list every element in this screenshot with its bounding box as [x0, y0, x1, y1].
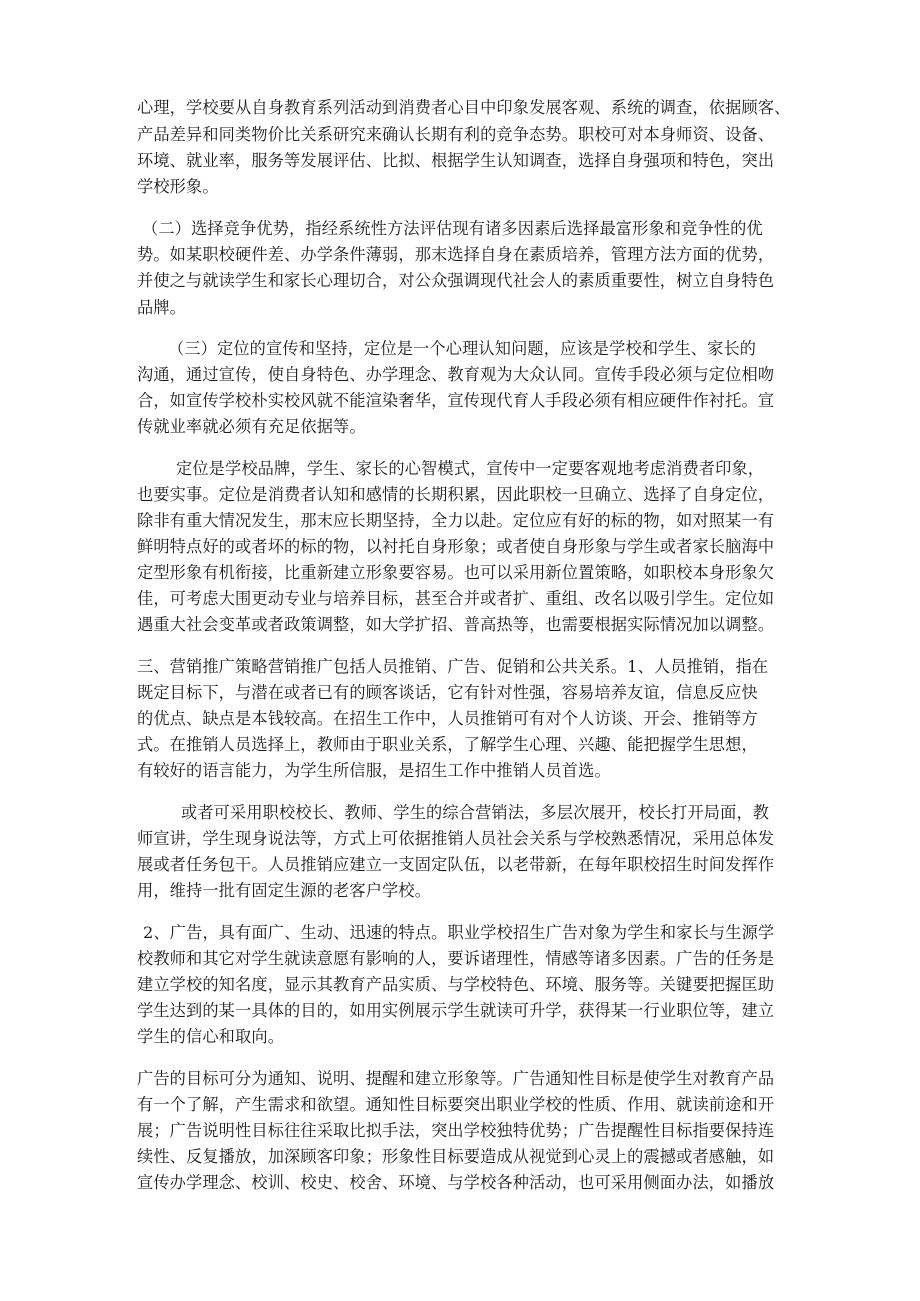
- text-line: 学校形象。: [137, 177, 219, 196]
- text-line: 传就业率就必须有充足依据等。: [137, 417, 366, 436]
- text-line: 定位是学校品牌，学生、家长的心智模式，宣传中一定要客观地考虑消费者印象，: [176, 459, 765, 478]
- text-line: 有一个了解，产生需求和欲望。通知性目标要突出职业学校的性质、作用、就读前途和开: [137, 1095, 775, 1114]
- text-line: 式。在推销人员选择上，教师由于职业关系，了解学生心理、兴趣、能把握学生思想，: [137, 735, 758, 754]
- text-line: 展或者任务包干。人员推销应建立一支固定队伍，以老带新，在每年职校招生时间发挥作: [137, 855, 775, 874]
- text-line: 势。如某职校硬件差、办学条件薄弱，那末选择自身在素质培养，管理方法方面的优势，: [137, 245, 775, 264]
- text-line: 既定目标下，与潜在或者已有的顾客谈话，它有针对性强，容易培养友谊，信息反应快: [137, 683, 758, 702]
- text-line: 建立学校的知名度，显示其教育产品实质、与学校特色、环境、服务等。关键要把握匡助: [137, 975, 775, 994]
- text-line: 遇重大社会变革或者政策调整，如大学扩招、普高热等，也需要根据实际情况加以调整。: [137, 615, 775, 634]
- text-line: 学生达到的某一具体的目的，如用实例展示学生就读可升学，获得某一行业职位等，建立: [137, 1001, 775, 1020]
- text-line: 用，维持一批有固定生源的老客户学校。: [137, 881, 432, 900]
- text-line: 鲜明特点好的或者坏的标的物，以衬托自身形象；或者使自身形象与学生或者家长脑海中: [137, 537, 775, 556]
- text-line: 心理，学校要从自身教育系列活动到消费者心目中印象发展客观、系统的调查，依据顾客、: [137, 98, 791, 117]
- text-line: 佳，可考虑大围更动专业与培养目标，甚至合并或者扩、重组、改名以吸引学生。定位如: [137, 589, 775, 608]
- text-line: 广告的目标可分为通知、说明、提醒和建立形象等。广告通知性目标是使学生对教育产品: [137, 1069, 775, 1088]
- text-line: 师宣讲，学生现身说法等，方式上可依据推销人员社会关系与学校熟悉情况，采用总体发: [137, 829, 775, 848]
- text-line: 续性、反复播放，加深顾客印象；形象性目标要造成从视觉到心灵上的震撼或者感触，如: [137, 1147, 775, 1166]
- text-line: 的优点、缺点是本钱较高。在招生工作中，人员推销可有对个人访谈、开会、推销等方: [137, 709, 758, 728]
- text-line: 环境、就业率，服务等发展评估、比拟、根据学生认知调查，选择自身强项和特色，突出: [137, 151, 775, 170]
- text-line: 2、广告，具有面广、生动、迅速的特点。职业学校招生广告对象为学生和家长与生源学: [143, 923, 775, 942]
- text-line: 或者可采用职校校长、教师、学生的综合营销法，多层次展开，校长打开局面，教: [181, 803, 770, 822]
- text-line: 除非有重大情况发生，那末应长期坚持，全力以赴。定位应有好的标的物，如对照某一有: [137, 511, 775, 530]
- text-line: 学生的信心和取向。: [137, 1027, 285, 1046]
- text-line: （二）选择竞争优势，指经系统性方法评估现有诸多因素后选择最富形象和竞争性的优: [142, 219, 763, 238]
- text-line: 沟通，通过宣传，使自身特色、办学理念、教育观为大众认同。宣传手段必须与定位相吻: [137, 365, 775, 384]
- text-line: 展；广告说明性目标往往采取比拟手法，突出学校独特优势；广告提醒性目标指要保持连: [137, 1121, 775, 1140]
- text-line: （三）定位的宣传和坚持，定位是一个心理认知问题，应该是学校和学生、家长的: [168, 339, 757, 358]
- text-line: 定型形象有机衔接，比重新建立形象要容易。也可以采用新位置策略，如职校本身形象欠: [137, 563, 775, 582]
- text-line: 并使之与就读学生和家长心理切合，对公众强调现代社会人的素质重要性，树立自身特色: [137, 271, 775, 290]
- text-line: 品牌。: [137, 298, 187, 317]
- text-line: 校教师和其它对学生就读意愿有影响的人，要诉诸理性，情感等诸多因素。广告的任务是: [137, 949, 775, 968]
- text-line: 合，如宣传学校朴实校风就不能渲染奢华，宣传现代育人手段必须有相应硬件作衬托。宣: [137, 391, 775, 410]
- text-line: 也要实事。定位是消费者认知和感情的长期积累，因此职校一旦确立、选择了自身定位，: [137, 485, 775, 504]
- text-line: 产品差异和同类物价比关系研究来确认长期有利的竞争态势。职校可对本身师资、设备、: [137, 125, 775, 144]
- text-line: 宣传办学理念、校训、校史、校舍、环境、与学校各种活动，也可采用侧面办法，如播放: [137, 1173, 775, 1192]
- text-line: 有较好的语言能力，为学生所信服，是招生工作中推销人员首选。: [137, 761, 611, 780]
- text-line: 三、营销推广策略营销推广包括人员推销、广告、促销和公共关系。1、人员推销，指在: [137, 657, 769, 676]
